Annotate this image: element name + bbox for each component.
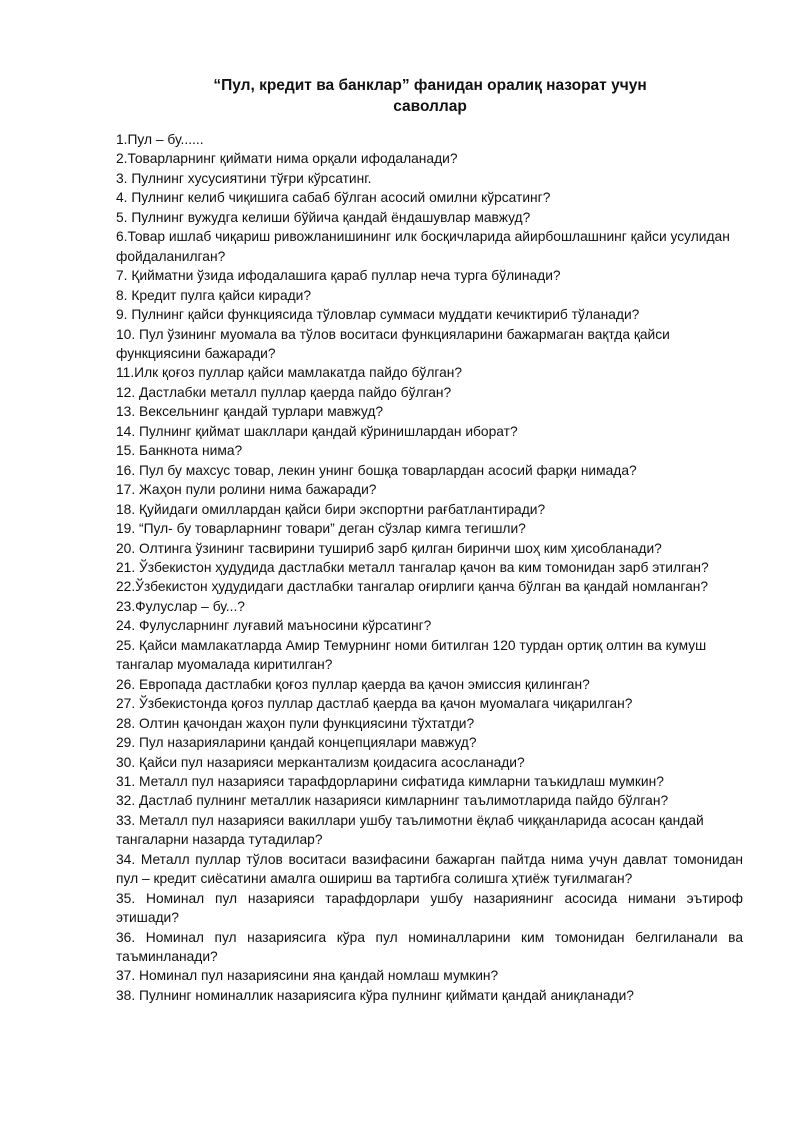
question-item: 4. Пулнинг келиб чиқишига сабаб бўлган асосий омилни кўрсатинг? xyxy=(116,190,551,206)
question-item: 6.Товар ишлаб чиқариш ривожланишининг илк босқичларида айирбошлашнинг қайси усулидан фойдаланилган? xyxy=(116,229,730,264)
question-item: 1.Пул – бу...... xyxy=(116,132,204,147)
question-item: 5. Пулнинг вужудга келиши бўйича қандай ёндашувлар мавжуд? xyxy=(116,209,531,225)
question-item: 15. Банкнота нима? xyxy=(116,443,243,459)
question-item: 2.Товарларнинг қиймати нима орқали ифодаланади? xyxy=(116,151,458,167)
question-item: 7. Қийматни ўзида ифодалашига қараб пуллар неча турга бўлинади? xyxy=(116,268,561,284)
question-list xyxy=(116,130,743,1005)
question-item: 13. Вексельнинг қандай турлари мавжуд? xyxy=(116,404,384,420)
question-item: 31. Металл пул назарияси тарафдорларини сифатида кимларни таъкидлаш мумкин? xyxy=(116,773,664,789)
question-item: 37. Номинал пул назариясини яна қандай номлаш мумкин? xyxy=(116,968,499,984)
question-item: 10. Пул ўзининг муомала ва тўлов воситаси функцияларини бажармаган вақтда қайси функциясини бажаради? xyxy=(116,326,670,361)
title-line-1: “Пул, кредит ва банклар” фанидан оралиқ назорат учун xyxy=(213,77,647,94)
question-item: 18. Қуйидаги омиллардан қайси бири экспортни рағбатлантиради? xyxy=(116,501,546,517)
question-item: 11.Илк қоғоз пуллар қайси мамлакатда пайдо бўлган? xyxy=(116,365,463,381)
question-item: 34. Металл пуллар тўлов воситаси вазифасини бажарган пайтда нима учун давлат томонидан пул – кредит сиёсатини амалга ошириш ва тартибга солишга ҳтиёж туғилмаган? xyxy=(116,851,743,887)
question-item: 23.Фулуслар – бу...? xyxy=(116,598,245,614)
question-item: 29. Пул назарияларини қандай концепциялари мавжуд? xyxy=(116,735,477,751)
question-item: 32. Дастлаб пулнинг металлик назарияси кимларнинг таълимотларида пайдо бўлган? xyxy=(116,793,669,809)
question-item: 19. “Пул- бу товарларнинг товари” деган сўзлар кимга тегишли? xyxy=(116,521,526,537)
question-item: 26. Европада дастлабки қоғоз пуллар қаерда ва қачон эмиссия қилинган? xyxy=(116,676,590,692)
question-item: 24. Фулусларнинг луғавий маъносини кўрсатинг? xyxy=(116,618,432,634)
question-item: 33. Металл пул назарияси вакиллари ушбу таълимотни ёқлаб чиққанларида асосан қандай тангаларни назарда тутадилар? xyxy=(116,812,704,848)
title-line-2: саволлар xyxy=(393,98,467,115)
question-item: 8. Кредит пулга қайси киради? xyxy=(116,287,312,303)
question-item: 12. Дастлабки металл пуллар қаерда пайдо бўлган? xyxy=(116,384,452,400)
question-item: 38. Пулнинг номиналлик назариясига кўра пулнинг қиймати қандай аниқланади? xyxy=(116,987,634,1003)
question-item: 30. Қайси пул назарияси меркантализм қоидасига асосланади? xyxy=(116,754,525,770)
question-item: 27. Ўзбекистонда қоғоз пуллар дастлаб қаерда ва қачон муомалага чиқарилган? xyxy=(116,696,633,712)
question-item: 14. Пулнинг қиймат шакллари қандай кўринишлардан иборат? xyxy=(116,423,518,439)
question-item: 21. Ўзбекистон ҳудудида дастлабки металл тангалар қачон ва ким томонидан зарб этилган? xyxy=(116,559,709,575)
question-item: 22.Ўзбекистон ҳудудидаги дастлабки тангалар оғирлиги қанча бўлган ва қандай номланган? xyxy=(116,579,709,595)
question-item: 35. Номинал пул назарияси тарафдорлари ушбу назариянинг асосида нимани эътироф этишади? xyxy=(116,890,743,926)
question-item: 20. Олтинга ўзининг тасвирини тушириб зарб қилган биринчи шоҳ ким ҳисобланади? xyxy=(116,540,662,556)
document-title xyxy=(115,75,745,117)
question-item: 3. Пулнинг хусусиятини тўғри кўрсатинг. xyxy=(116,170,372,186)
question-item: 36. Номинал пул назариясига кўра пул номиналларини ким томонидан белгиланали ва таъминланади? xyxy=(116,929,743,965)
question-item: 25. Қайси мамлакатларда Амир Темурнинг номи битилган 120 турдан ортиқ олтин ва кумуш тангалар муомалада киритилган? xyxy=(116,637,707,673)
question-item: 17. Жаҳон пули ролини нима бажаради? xyxy=(116,482,377,498)
question-item: 16. Пул бу махсус товар, лекин унинг бошқа товарлардан асосий фарқи нимада? xyxy=(116,462,637,478)
question-item: 9. Пулнинг қайси функциясида тўловлар суммаси муддати кечиктириб тўланади? xyxy=(116,307,640,323)
question-item: 28. Олтин қачондан жаҳон пули функциясини тўхтатди? xyxy=(116,715,475,731)
